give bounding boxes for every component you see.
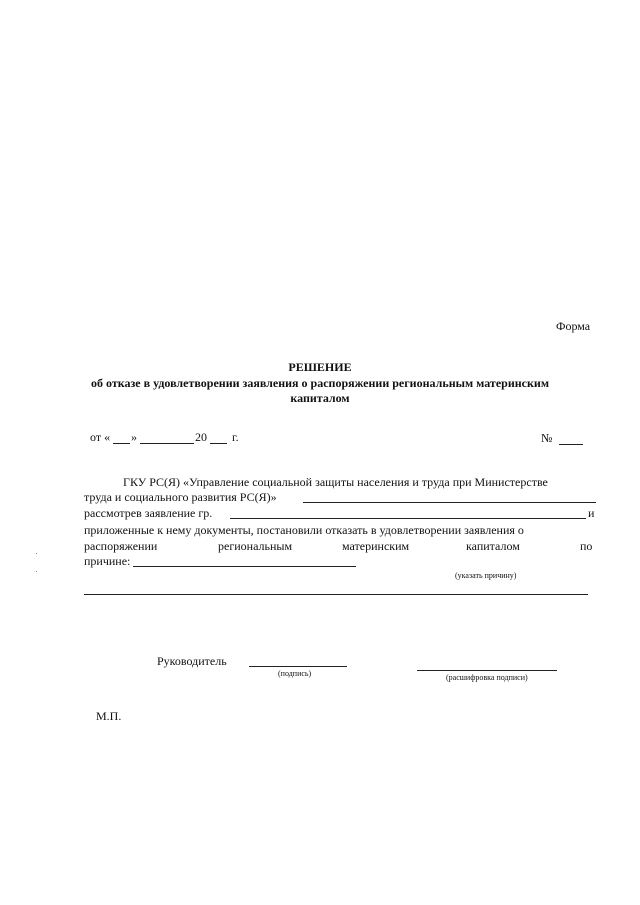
year-blank [210,443,227,444]
scan-speck [36,553,37,554]
signatory-role: Руководитель [157,654,227,668]
number-sign: № [541,431,553,445]
body-line-2: труда и социального развития РС(Я)» [84,490,277,504]
signature-hint: (подпись) [278,669,312,678]
stamp-place-label: М.П. [96,709,122,723]
body-line-6: причине: [84,554,131,568]
document-subtitle-line2: капиталом [290,391,350,405]
form-label: Форма [556,319,591,333]
document-title: РЕШЕНИЕ [288,360,352,374]
body-word-3: материнским [342,539,410,553]
reason-hint: (указать причину) [455,571,517,580]
year-suffix: г. [232,430,239,444]
body-line-1: ГКУ РС(Я) «Управление социальной защиты населения и труда при Министерстве [123,475,548,489]
signature-blank [249,666,347,667]
body-line-4: приложенные к нему документы, постановили отказать в удовлетворении заявления о [84,523,524,537]
applicant-name-blank [230,518,586,519]
signature-decode-hint: (расшифровка подписи) [446,673,528,682]
year-prefix: 20 [195,430,207,444]
body-word-2: региональным [218,539,293,553]
day-blank [113,443,130,444]
body-word-4: капиталом [466,539,520,553]
organization-blank [303,502,596,503]
date-prefix: от « [90,430,111,444]
body-line-3-end: и [588,506,595,520]
reason-full-line [84,594,588,595]
reason-blank [133,566,356,567]
number-blank [559,444,583,445]
signature-decode-blank [417,670,557,671]
scan-speck [36,571,37,572]
month-blank [140,443,194,444]
document-subtitle-line1: об отказе в удовлетворении заявления о распоряжении региональным материнским [91,376,549,390]
body-line-3: рассмотрев заявление гр. [84,506,213,520]
body-word-1: распоряжении [84,539,158,553]
body-word-5: по [580,539,593,553]
date-quote-close: » [131,430,137,444]
